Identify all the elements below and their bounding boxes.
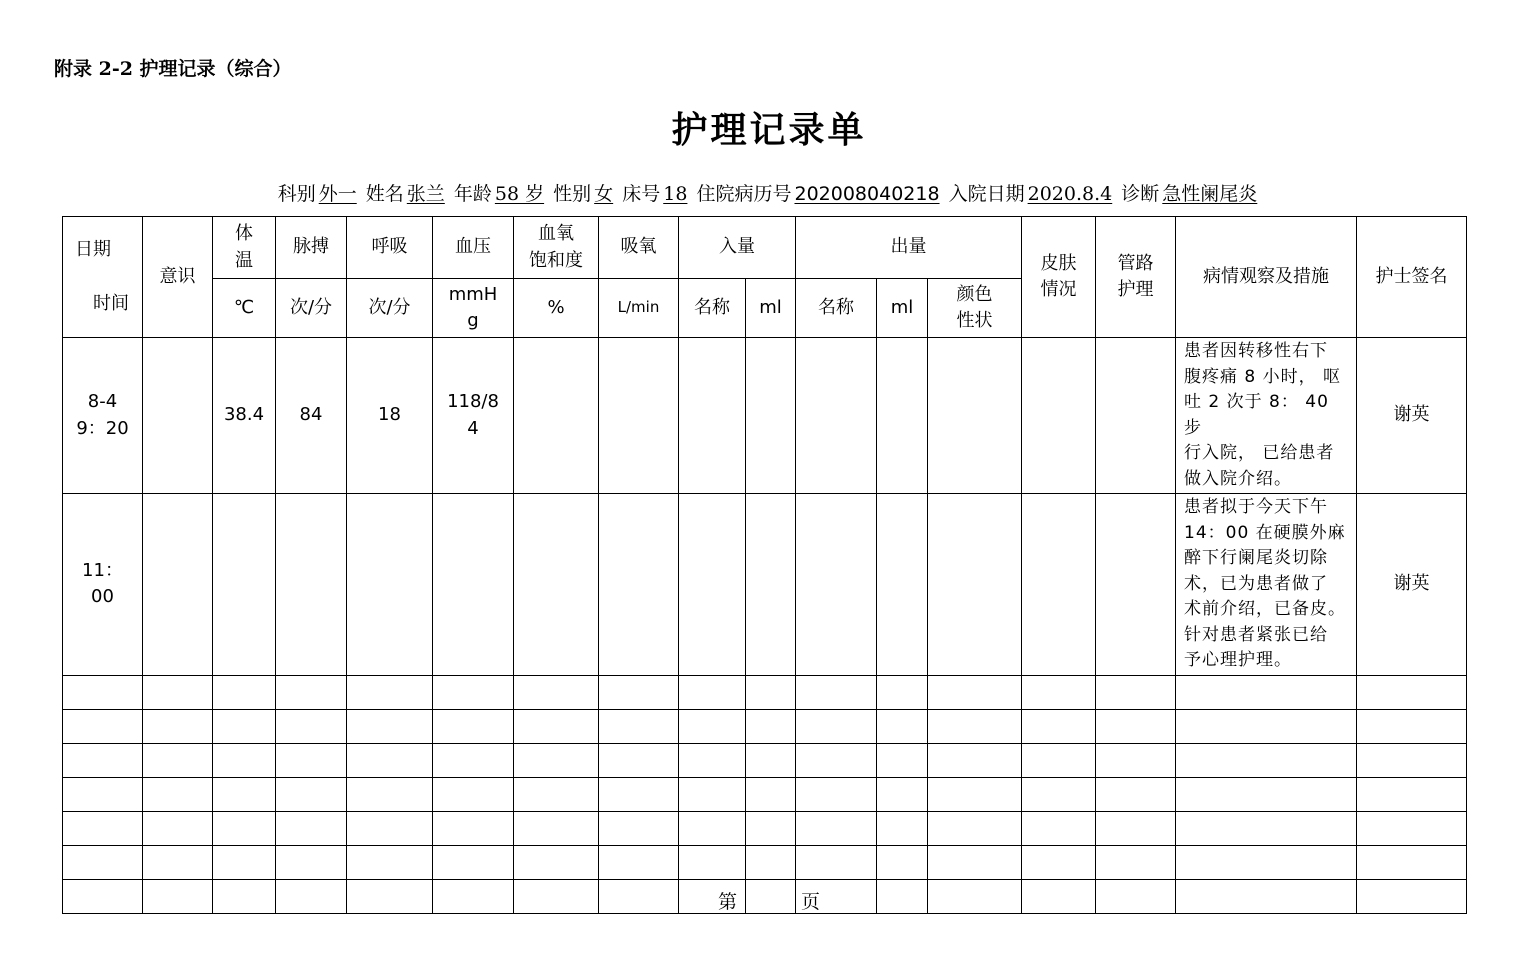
record-value: 202008040218 <box>794 183 940 205</box>
temp-unit: ℃ <box>213 279 276 338</box>
spo2-unit: % <box>514 279 599 338</box>
resp-unit: 次/分 <box>347 279 433 338</box>
page-footer <box>0 887 1538 914</box>
empty-row <box>63 675 1467 709</box>
spo2-header: 血氧 饱和度 <box>514 217 599 279</box>
consciousness-header: 意识 <box>143 217 213 338</box>
page-label-1: 第 <box>717 891 737 913</box>
intake-header: 入量 <box>679 217 796 279</box>
empty-row <box>63 845 1467 879</box>
gender-value: 女 <box>594 183 614 205</box>
nurse-cell: 谢英 <box>1357 338 1467 494</box>
bp-unit: mmH g <box>433 279 514 338</box>
date-time-cell: 11： 00 <box>63 494 143 676</box>
resp-cell: 18 <box>347 338 433 494</box>
admit-value: 2020.8.4 <box>1027 183 1113 205</box>
intake-name-header: 名称 <box>679 279 746 338</box>
output-ml-header: ml <box>877 279 928 338</box>
bp-cell: 118/8 4 <box>433 338 514 494</box>
header-row-1 <box>63 217 1467 279</box>
admit-label: 入院日期 <box>948 183 1025 205</box>
nurse-header: 护士签名 <box>1357 217 1467 338</box>
nurse-cell: 谢英 <box>1357 494 1467 676</box>
date-time-cell: 8-4 9：20 <box>63 338 143 494</box>
record-label: 住院病历号 <box>696 183 792 205</box>
observation-cell: 患者因转移性右下 腹疼痛 8 小时， 呕 吐 2 次于 8： 40 步 行入院， 已给患者 做入院介绍。 <box>1176 338 1357 494</box>
name-label: 姓名 <box>365 183 404 205</box>
time-header: 时间 <box>93 293 129 314</box>
appendix-label: 附录 2-2 护理记录（综合） <box>54 58 292 80</box>
temp-cell: 38.4 <box>213 338 276 494</box>
page-label-2: 页 <box>801 891 821 913</box>
bed-label: 床号 <box>622 183 661 205</box>
page-title: 护理记录单 <box>671 110 867 151</box>
tube-header: 管路 护理 <box>1096 217 1176 338</box>
empty-row <box>63 743 1467 777</box>
pulse-unit: 次/分 <box>276 279 347 338</box>
dept-value: 外一 <box>318 183 357 205</box>
name-value: 张兰 <box>406 183 445 205</box>
dept-label: 科别 <box>277 183 316 205</box>
empty-row <box>63 709 1467 743</box>
empty-row <box>63 811 1467 845</box>
consciousness-cell <box>143 338 213 494</box>
patient-info-line <box>0 179 1538 206</box>
date-header: 日期 <box>75 238 111 260</box>
pulse-cell: 84 <box>276 338 347 494</box>
output-header: 出量 <box>796 217 1022 279</box>
table-row <box>63 494 1467 676</box>
output-color-header: 颜色 性状 <box>928 279 1022 338</box>
nursing-record-table <box>62 216 1467 914</box>
gender-label: 性别 <box>553 183 592 205</box>
oxygen-unit: L/min <box>599 279 679 338</box>
oxygen-header: 吸氧 <box>599 217 679 279</box>
pulse-header: 脉搏 <box>276 217 347 279</box>
empty-row <box>63 777 1467 811</box>
intake-ml-header: ml <box>746 279 796 338</box>
bp-header: 血压 <box>433 217 514 279</box>
skin-header: 皮肤 情况 <box>1022 217 1096 338</box>
temp-header: 体 温 <box>213 217 276 279</box>
output-name-header: 名称 <box>796 279 877 338</box>
resp-header: 呼吸 <box>347 217 433 279</box>
observation-header: 病情观察及措施 <box>1176 217 1357 338</box>
age-label: 年龄 <box>453 183 492 205</box>
diag-value: 急性阑尾炎 <box>1162 183 1258 205</box>
diag-label: 诊断 <box>1121 183 1160 205</box>
table-row <box>63 338 1467 494</box>
age-value: 58 岁 <box>494 183 545 205</box>
date-time-header <box>63 217 143 338</box>
bed-value: 18 <box>663 183 688 205</box>
observation-cell: 患者拟于今天下午 14：00 在硬膜外麻 醉下行阑尾炎切除 术，已为患者做了 术前介绍，已备皮。 针对患者紧张已给 予心理护理。 <box>1176 494 1357 676</box>
